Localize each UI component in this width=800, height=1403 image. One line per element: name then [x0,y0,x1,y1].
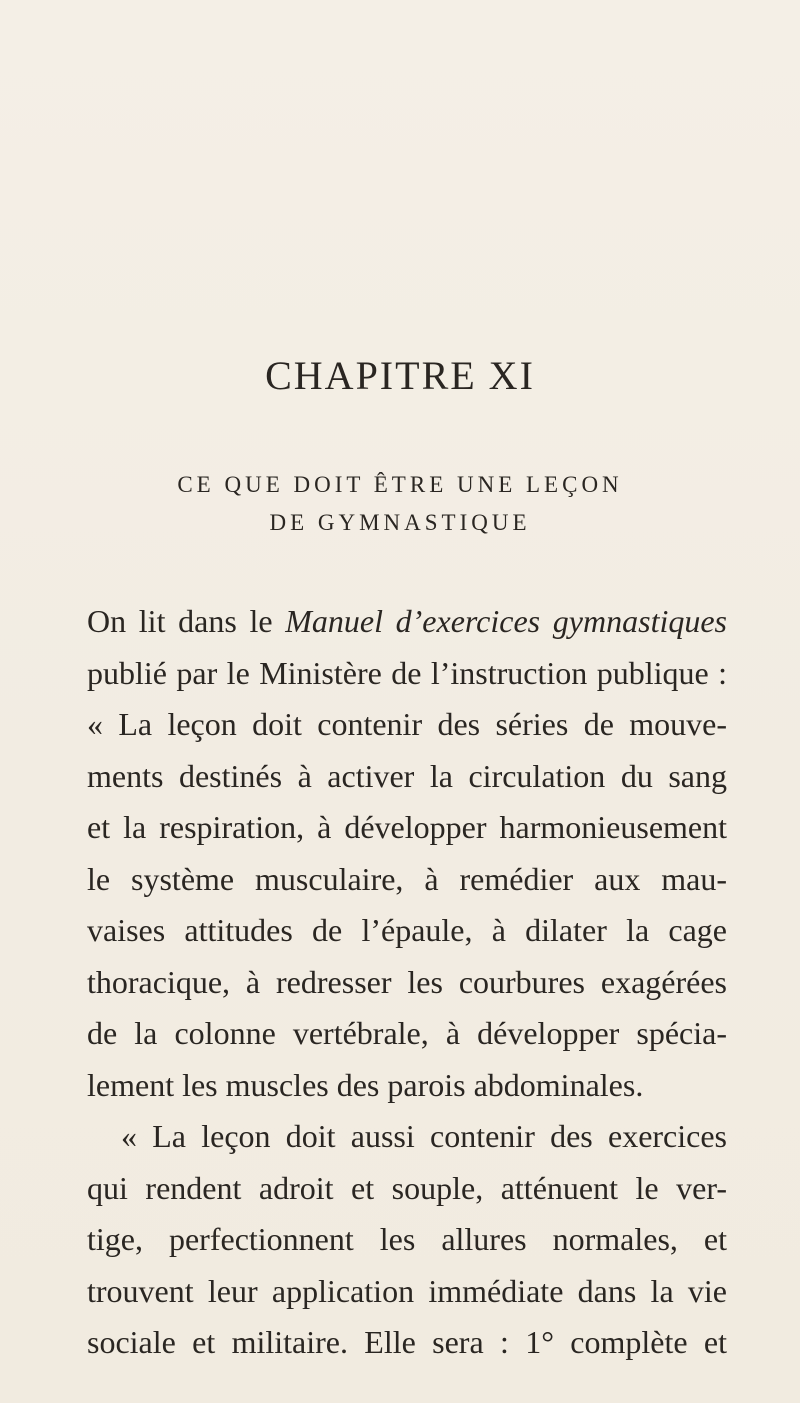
section-title-line-1: CE QUE DOIT ÊTRE UNE LEÇON [177,472,623,497]
text-line: publié par le Ministère de l’instruction publique : [87,654,727,691]
book-title-reference: Manuel d’exercices gymnastiques [285,603,727,639]
text-line: de la colonne vertébrale, à développer spécia- [87,1015,727,1051]
text-line: et la respiration, à développer harmonieusement [87,809,727,845]
text-line: le système musculaire, à remédier aux mau- [87,860,727,897]
text-line: trouvent leur application immédiate dans la vie [87,1272,727,1309]
text-line: vaises attitudes de l’épaule, à dilater la cage [87,912,727,948]
text-line-prefix: On lit dans le [87,603,286,639]
text-line-paragraph-start: « La leçon doit aussi contenir des exercices [121,1118,727,1154]
text-line: sociale et militaire. Elle sera : 1° complète et [87,1324,727,1360]
section-title-line-2: DE GYMNASTIQUE [269,510,531,535]
text-line: thoracique, à redresser les courbures exagérées [87,963,727,1000]
section-title [0,466,800,542]
text-line [87,596,727,648]
text-line-paragraph-end: lement les muscles des parois abdominales. [87,1066,644,1103]
text-line: tige, perfectionnent les allures normales, et [87,1221,727,1257]
text-line: qui rendent adroit et souple, atténuent le ver- [87,1169,727,1206]
text-line: ments destinés à activer la circulation du sang [87,757,727,794]
chapter-title: CHAPITRE XI [265,353,535,398]
text-line: « La leçon doit contenir des séries de mouve- [87,706,727,742]
body-text [87,596,727,1369]
